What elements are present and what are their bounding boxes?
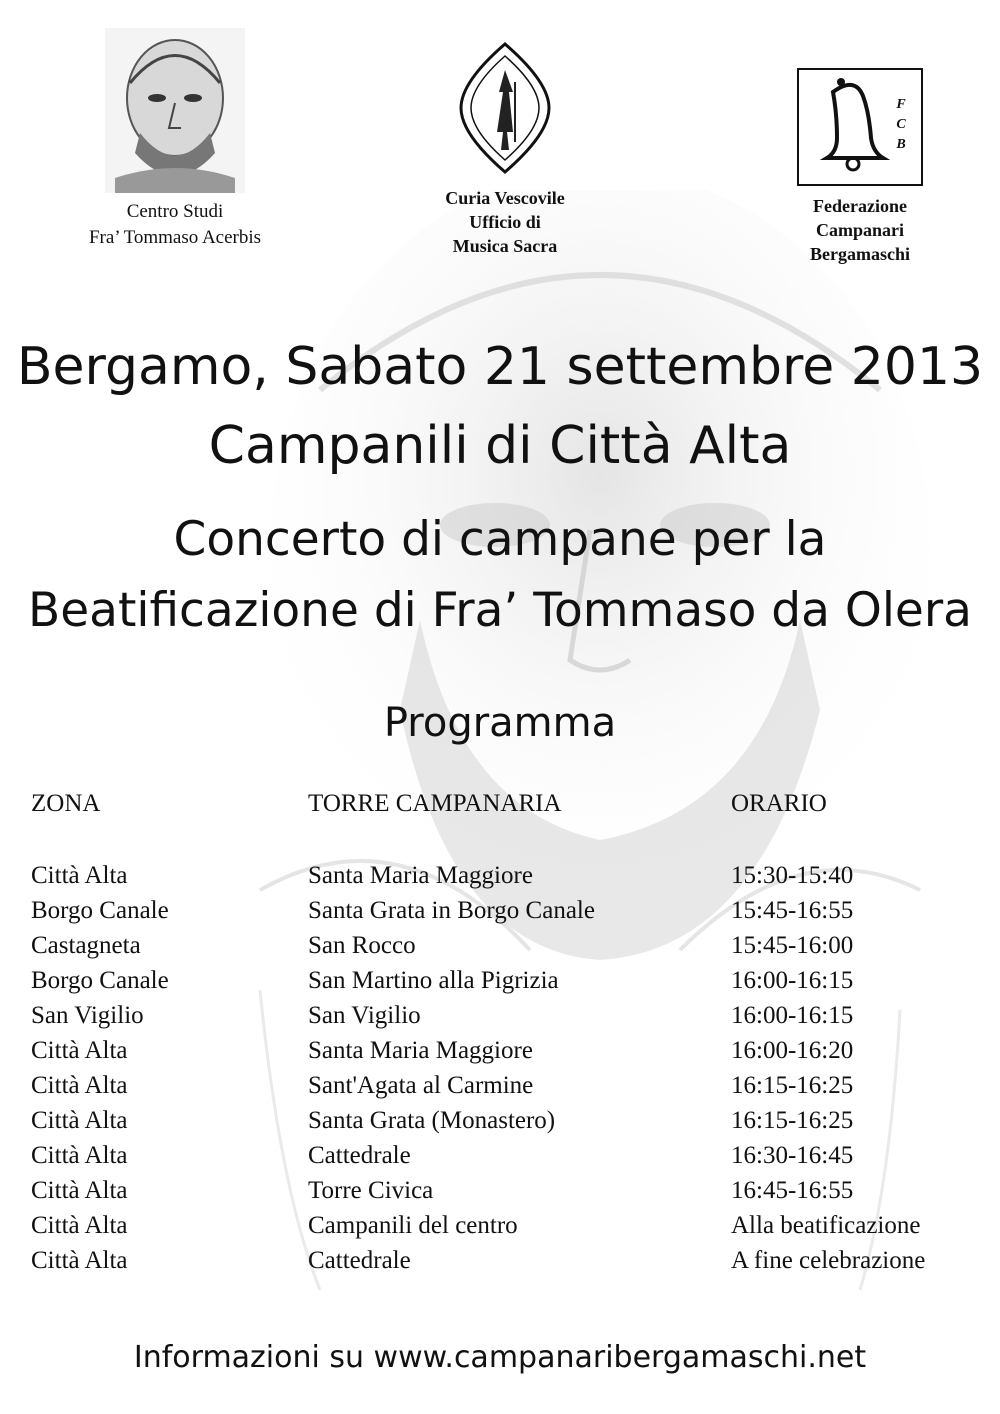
svg-text:B: B [896,137,906,152]
torre-cell: Sant'Agata al Carmine [308,1072,534,1099]
table-row [0,1107,1000,1142]
logo-centro-studi [60,28,290,251]
table-row [0,862,1000,897]
orario-cell: 16:00-16:15 [731,1002,854,1029]
zona-cell: Città Alta [31,1072,128,1099]
logo-federazione-campanari [760,68,960,266]
orario-cell: Alla beatificazione [731,1212,921,1239]
table-row [0,1037,1000,1072]
logo-curia-vescovile [395,42,615,258]
orario-cell: 15:45-16:00 [731,932,854,959]
torre-cell: San Vigilio [308,1002,421,1029]
table-row [0,1177,1000,1212]
column-header-orario: ORARIO [731,790,827,817]
torre-cell: Campanili del centro [308,1212,518,1239]
curia-caption: Curia Vescovile Ufficio di Musica Sacra [445,188,565,256]
orario-cell: 16:15-16:25 [731,1107,854,1134]
zona-cell: Città Alta [31,1142,128,1169]
fra-tommaso-portrait-icon [105,28,245,193]
torre-cell: San Martino alla Pigrizia [308,967,559,994]
torre-cell: Cattedrale [308,1247,411,1274]
event-subtitle-line1: Concerto di campane per la [173,512,827,567]
table-row [0,932,1000,967]
table-row [0,897,1000,932]
svg-text:F: F [896,97,906,112]
info-footer: Informazioni su www.campanaribergamaschi.net [133,1340,867,1375]
event-subtitle-line2: Beatificazione di Fra’ Tommaso da Olera [28,583,972,638]
orario-cell: 16:00-16:15 [731,967,854,994]
zona-cell: Città Alta [31,1037,128,1064]
zona-cell: San Vigilio [31,1002,144,1029]
table-row [0,967,1000,1002]
torre-cell: Torre Civica [308,1177,434,1204]
schedule-header-row [0,790,1000,862]
schedule-body [0,862,1000,1282]
orario-cell: 15:30-15:40 [731,862,854,889]
programma-heading: Programma [383,700,617,746]
torre-cell: Santa Grata (Monastero) [308,1107,556,1134]
torre-cell: Santa Maria Maggiore [308,1037,533,1064]
zona-cell: Borgo Canale [31,967,169,994]
orario-cell: 16:45-16:55 [731,1177,854,1204]
torre-cell: Santa Maria Maggiore [308,862,533,889]
zona-cell: Città Alta [31,1177,128,1204]
event-title-heading: Campanili di Città Alta [208,416,792,476]
zona-cell: Città Alta [31,1212,128,1239]
curia-seal-icon [459,42,551,174]
zona-cell: Città Alta [31,1107,128,1134]
schedule-table [0,790,1000,1282]
zona-cell: Castagneta [31,932,141,959]
svg-text:C: C [896,117,906,132]
zona-cell: Città Alta [31,1247,128,1274]
torre-cell: San Rocco [308,932,416,959]
table-row [0,1002,1000,1037]
table-row [0,1142,1000,1177]
column-header-torre: TORRE CAMPANARIA [308,790,562,817]
table-row [0,1212,1000,1247]
orario-cell: A fine celebrazione [731,1247,926,1274]
orario-cell: 15:45-16:55 [731,897,854,924]
torre-cell: Santa Grata in Borgo Canale [308,897,595,924]
orario-cell: 16:00-16:20 [731,1037,854,1064]
event-date-heading: Bergamo, Sabato 21 settembre 2013 [16,337,984,397]
zona-cell: Città Alta [31,862,128,889]
zona-cell: Borgo Canale [31,897,169,924]
column-header-zona: ZONA [31,790,101,817]
federazione-caption: Federazione Campanari Bergamaschi [810,196,910,264]
table-row [0,1247,1000,1282]
orario-cell: 16:15-16:25 [731,1072,854,1099]
orario-cell: 16:30-16:45 [731,1142,854,1169]
centro-studi-caption: Centro Studi Fra’ Tommaso Acerbis [88,201,262,248]
table-row [0,1072,1000,1107]
fcb-bell-logo-icon [797,68,923,186]
torre-cell: Cattedrale [308,1142,411,1169]
